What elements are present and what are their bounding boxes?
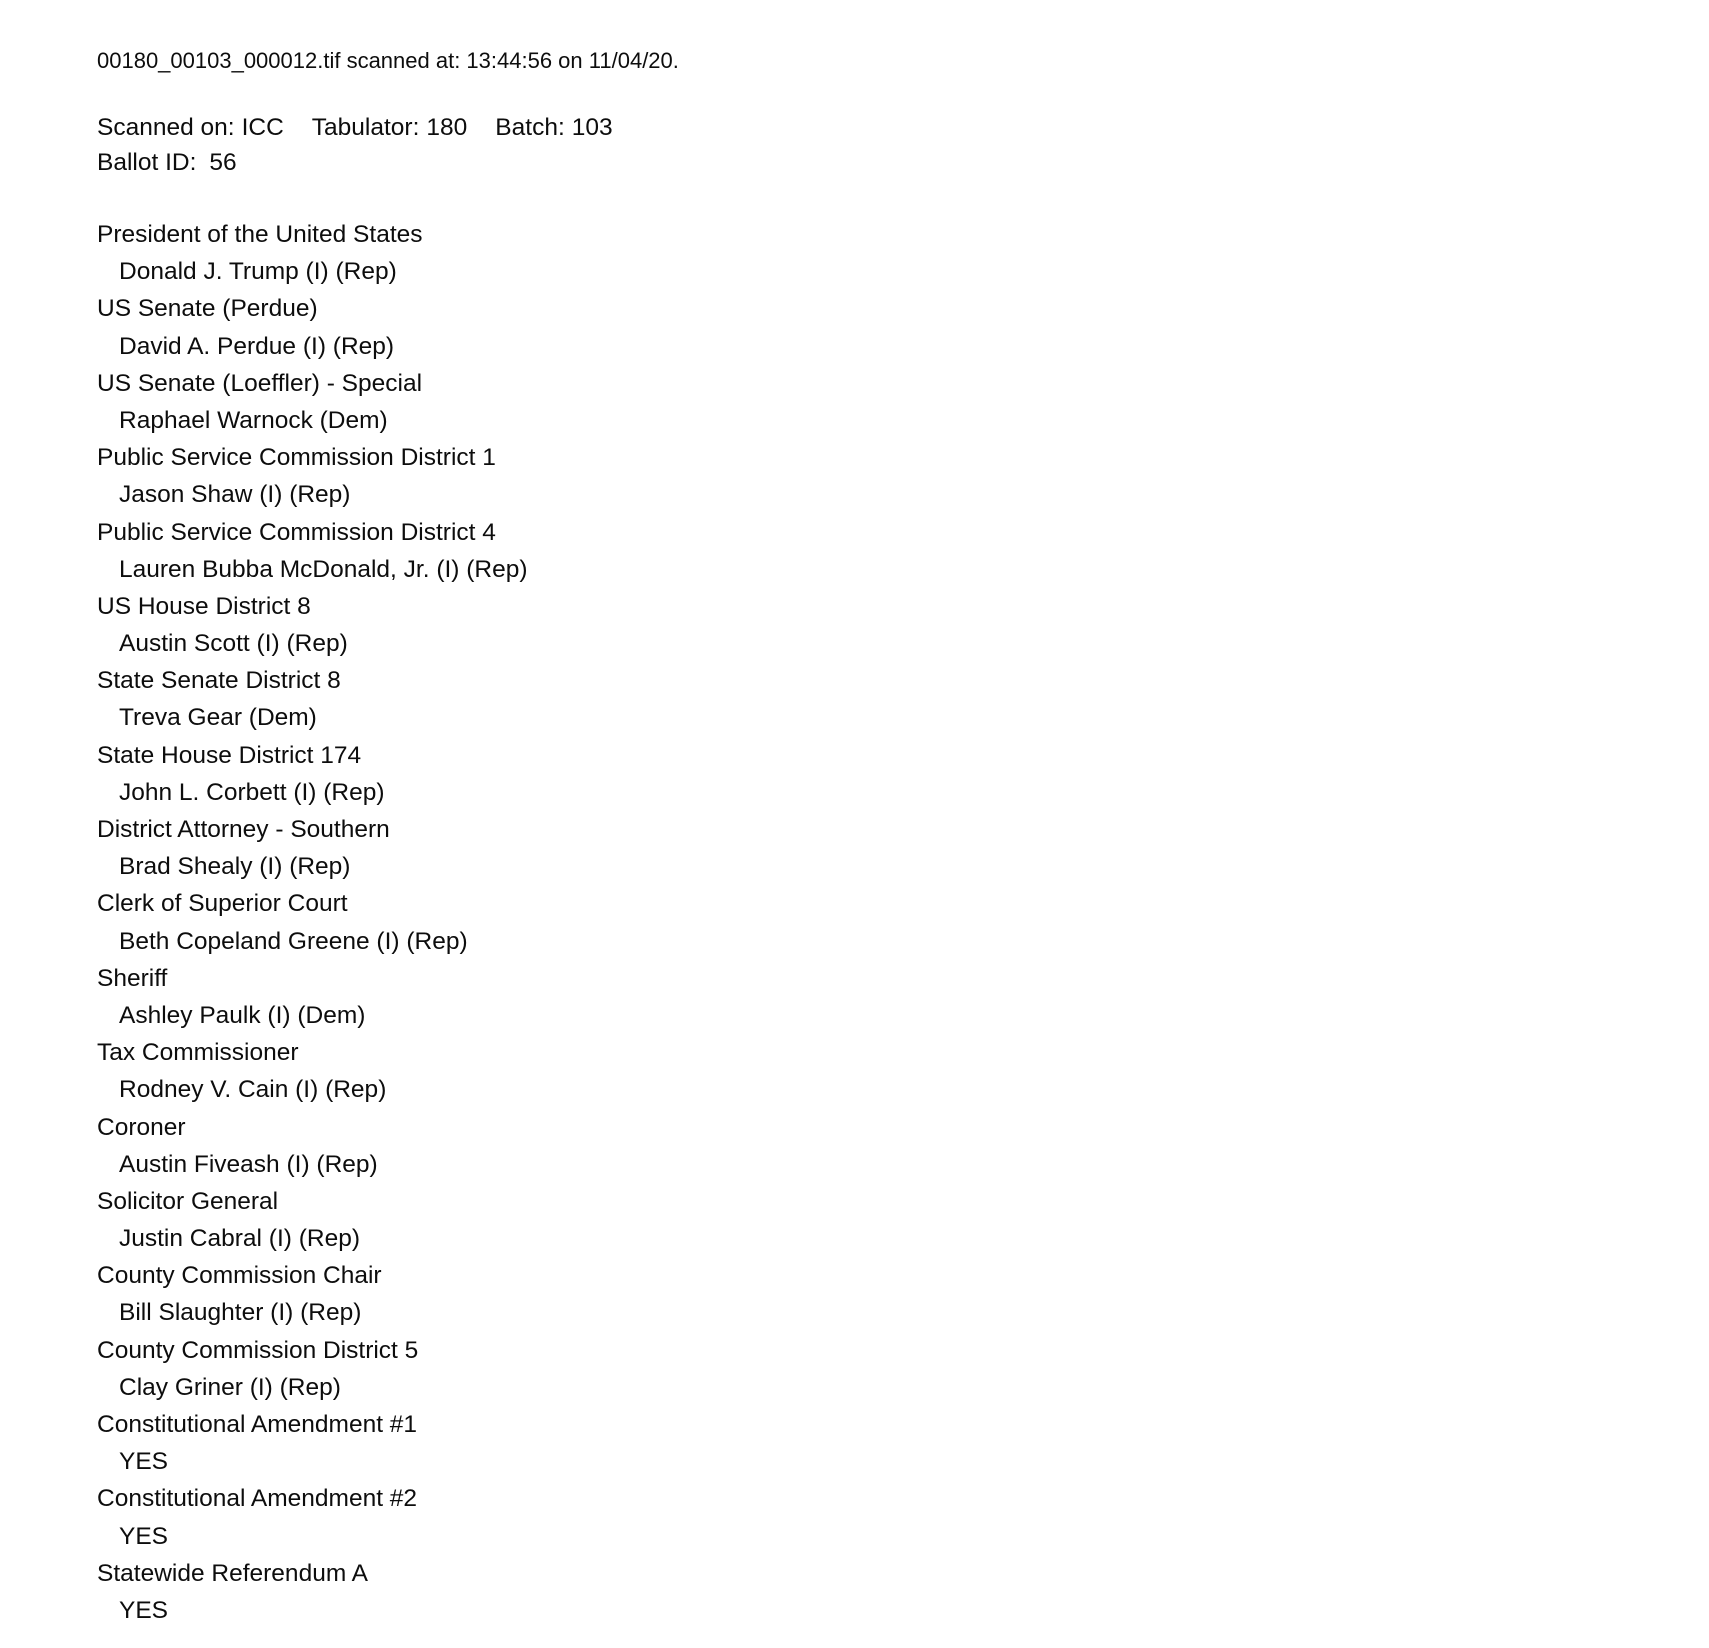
contest-office: Constitutional Amendment #2: [97, 1485, 418, 1513]
contest-office: US Senate (Perdue): [97, 295, 318, 323]
ballot-id-line: [97, 151, 237, 176]
scanner-field: [97, 116, 284, 141]
contest-selection: Treva Gear (Dem): [119, 704, 317, 732]
batch-label: Batch:: [495, 114, 565, 141]
contest-row: [97, 588, 528, 662]
contest-selection: Rodney V. Cain (I) (Rep): [119, 1076, 387, 1104]
contest-office: Tax Commissioner: [97, 1039, 299, 1067]
contest-office: Clerk of Superior Court: [97, 890, 348, 918]
contest-office: Constitutional Amendment #1: [97, 1411, 418, 1438]
contest-list: [97, 216, 528, 1629]
contest-row: [97, 1183, 528, 1257]
contest-office: District Attorney - Southern: [97, 816, 390, 843]
contest-office: US Senate (Loeffler) - Special: [97, 369, 423, 397]
contest-selection: David A. Perdue (I) (Rep): [119, 332, 395, 360]
scanner-value: ICC: [241, 114, 284, 141]
contest-selection: Bill Slaughter (I) (Rep): [119, 1299, 362, 1327]
contest-office: County Commission Chair: [97, 1262, 382, 1290]
contest-row: [97, 1034, 528, 1108]
contest-row: [97, 290, 528, 364]
contest-selection: Lauren Bubba McDonald, Jr. (I) (Rep): [119, 555, 528, 583]
contest-row: [97, 439, 528, 513]
tabulator-label: Tabulator:: [311, 114, 420, 141]
contest-row: [97, 365, 528, 439]
contest-row: [97, 1332, 528, 1406]
contest-row: [97, 811, 528, 885]
scan-info-line: [97, 116, 613, 141]
contest-selection: Clay Griner (I) (Rep): [119, 1373, 341, 1401]
contest-selection: Austin Fiveash (I) (Rep): [119, 1150, 378, 1178]
contest-row: [97, 662, 528, 736]
contest-selection: John L. Corbett (I) (Rep): [119, 778, 385, 806]
contest-office: County Commission District 5: [97, 1336, 419, 1364]
contest-row: [97, 514, 528, 588]
contest-row: [97, 1257, 528, 1331]
scan-header-line: 00180_00103_000012.tif scanned at: 13:44:56 on 11/04/20.: [97, 48, 679, 73]
contest-row: [97, 885, 528, 959]
tabulator-field: [312, 116, 468, 141]
tabulator-value: 180: [426, 114, 468, 141]
contest-row: [97, 1406, 528, 1480]
contest-selection: YES: [119, 1522, 169, 1550]
contest-row: [97, 216, 528, 290]
contest-row: [97, 737, 528, 811]
contest-office: Public Service Commission District 4: [97, 518, 496, 546]
batch-field: [495, 116, 612, 141]
contest-selection: Jason Shaw (I) (Rep): [119, 481, 351, 509]
contest-office: Coroner: [97, 1113, 186, 1141]
scanner-label: Scanned on:: [97, 114, 235, 141]
contest-selection: Justin Cabral (I) (Rep): [119, 1225, 360, 1253]
contest-selection: Donald J. Trump (I) (Rep): [119, 258, 397, 286]
contest-office: US House District 8: [97, 592, 311, 620]
contest-selection: YES: [119, 1596, 169, 1624]
contest-row: [97, 1480, 528, 1554]
ballot-id-value: 56: [209, 149, 237, 176]
contest-row: [97, 960, 528, 1034]
contest-selection: YES: [119, 1448, 169, 1476]
contest-office: State House District 174: [97, 741, 362, 769]
ballot-id-label: Ballot ID:: [97, 149, 197, 176]
contest-office: Public Service Commission District 1: [97, 444, 496, 472]
contest-office: President of the United States: [97, 221, 423, 248]
contest-selection: Raphael Warnock (Dem): [119, 406, 388, 434]
contest-selection: Ashley Paulk (I) (Dem): [119, 1001, 366, 1029]
contest-office: Solicitor General: [97, 1187, 279, 1215]
contest-row: [97, 1109, 528, 1183]
contest-selection: Austin Scott (I) (Rep): [119, 630, 348, 658]
contest-office: Statewide Referendum A: [97, 1559, 369, 1587]
contest-office: State Senate District 8: [97, 667, 341, 695]
contest-selection: Brad Shealy (I) (Rep): [119, 853, 351, 881]
contest-selection: Beth Copeland Greene (I) (Rep): [119, 927, 468, 955]
contest-office: Sheriff: [97, 964, 168, 992]
contest-row: [97, 1555, 528, 1629]
batch-value: 103: [571, 114, 613, 141]
